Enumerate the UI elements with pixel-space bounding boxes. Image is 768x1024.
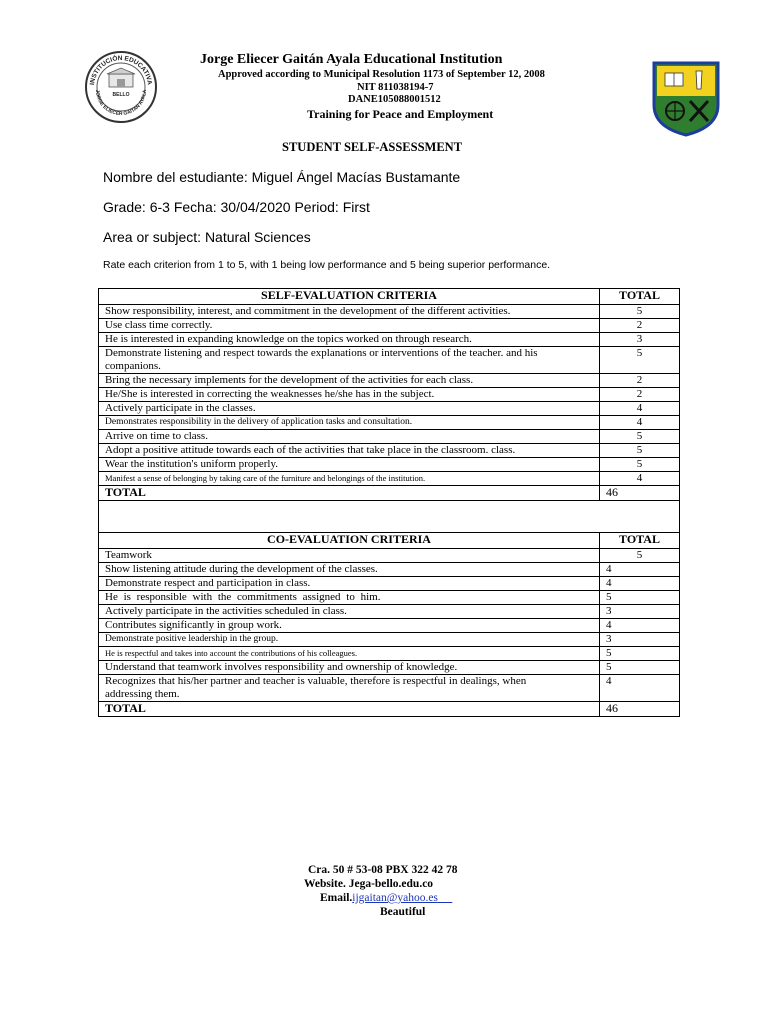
co-eval-total-label: TOTAL	[99, 702, 600, 717]
criterion-cell: Demonstrate listening and respect towards the explanations or interventions of the teacher. and his companions.	[99, 347, 600, 374]
criterion-cell: Actively participate in the classes.	[99, 402, 600, 416]
footer-address: Cra. 50 # 53-08 PBX 322 42 78	[308, 864, 458, 876]
criterion-cell: Contributes significantly in group work.	[99, 619, 600, 633]
score-cell: 4	[600, 675, 680, 702]
criterion-cell: Teamwork	[99, 549, 600, 563]
co-eval-header: CO-EVALUATION CRITERIA	[99, 533, 600, 549]
school-crest-icon	[652, 61, 720, 137]
criterion-cell: Bring the necessary implements for the development of the activities for each class.	[99, 374, 600, 388]
table-row	[99, 444, 680, 458]
spacer-row	[99, 501, 680, 533]
criterion-cell: Show responsibility, interest, and commitment in the development of the different activities.	[99, 305, 600, 319]
score-cell: 4	[600, 619, 680, 633]
table-row	[99, 605, 680, 619]
self-eval-total-header: TOTAL	[600, 289, 680, 305]
score-cell: 4	[600, 402, 680, 416]
self-eval-total-label: TOTAL	[99, 486, 600, 501]
table-row	[99, 388, 680, 402]
criterion-cell: He is responsible with the commitments assigned to him.	[99, 591, 600, 605]
student-name-line: Nombre del estudiante: Miguel Ángel Macías Bustamante	[103, 169, 461, 185]
nit-line: NIT 811038194-7	[357, 82, 434, 93]
approval-line: Approved according to Municipal Resolution 1173 of September 12, 2008	[218, 69, 545, 80]
motto: Training for Peace and Employment	[307, 107, 494, 121]
document-title: STUDENT SELF-ASSESSMENT	[282, 140, 463, 154]
score-cell: 5	[600, 458, 680, 472]
self-eval-total-value: 46	[600, 486, 680, 501]
table-row	[99, 647, 680, 661]
score-cell: 5	[600, 444, 680, 458]
score-cell: 5	[600, 549, 680, 563]
table-row	[99, 305, 680, 319]
score-cell: 5	[600, 591, 680, 605]
score-cell: 4	[600, 577, 680, 591]
criterion-cell: Manifest a sense of belonging by taking care of the furniture and belongings of the institution.	[99, 472, 600, 486]
seal-top-text: INSTITUCIÓN EDUCATIVA	[89, 54, 153, 86]
table-row	[99, 333, 680, 347]
score-cell: 2	[600, 374, 680, 388]
criterion-cell: Demonstrate respect and participation in class.	[99, 577, 600, 591]
score-cell: 5	[600, 305, 680, 319]
table-row	[99, 577, 680, 591]
table-row	[99, 430, 680, 444]
criterion-cell: He is respectful and takes into account the contributions of his colleagues.	[99, 647, 600, 661]
score-cell: 3	[600, 633, 680, 647]
table-row	[99, 591, 680, 605]
score-cell: 5	[600, 430, 680, 444]
table-row	[99, 619, 680, 633]
score-cell: 3	[600, 333, 680, 347]
subject-line: Area or subject: Natural Sciences	[103, 229, 311, 245]
table-row	[99, 374, 680, 388]
criterion-cell: Wear the institution's uniform properly.	[99, 458, 600, 472]
table-row	[99, 472, 680, 486]
table-row	[99, 563, 680, 577]
table-row	[99, 347, 680, 374]
criterion-cell: Use class time correctly.	[99, 319, 600, 333]
table-row	[99, 549, 680, 563]
co-eval-total-value: 46	[600, 702, 680, 717]
score-cell: 4	[600, 563, 680, 577]
co-eval-total-row	[99, 702, 680, 717]
table-row	[99, 675, 680, 702]
score-cell: 4	[600, 416, 680, 430]
footer-website: Website. Jega-bello.edu.co	[304, 878, 434, 890]
email-underline-pad	[438, 892, 452, 904]
table-row	[99, 402, 680, 416]
dane-line: DANE105088001512	[348, 94, 441, 105]
self-eval-header: SELF-EVALUATION CRITERIA	[99, 289, 600, 305]
institution-name: Jorge Eliecer Gaitán Ayala Educational Institution	[200, 52, 503, 67]
criterion-cell: He/She is interested in correcting the weaknesses he/she has in the subject.	[99, 388, 600, 402]
criterion-cell: Recognizes that his/her partner and teacher is valuable, therefore is respectful in dealings, when addressing them.	[99, 675, 600, 702]
footer-town: Beautiful	[380, 906, 426, 918]
self-eval-header-row	[99, 289, 680, 305]
table-row	[99, 319, 680, 333]
seal-bottom-text: JORGE ELIECER GAITAN AYALA	[93, 89, 149, 118]
score-cell: 5	[600, 661, 680, 675]
self-eval-total-row	[99, 486, 680, 501]
criterion-cell: Demonstrate positive leadership in the group.	[99, 633, 600, 647]
score-cell: 3	[600, 605, 680, 619]
table-row	[99, 633, 680, 647]
criterion-cell: Demonstrates responsibility in the delivery of application tasks and consultation.	[99, 416, 600, 430]
score-cell: 5	[600, 647, 680, 661]
table-row	[99, 458, 680, 472]
criterion-cell: He is interested in expanding knowledge on the topics worked on through research.	[99, 333, 600, 347]
evaluation-table	[98, 288, 680, 717]
criterion-cell: Arrive on time to class.	[99, 430, 600, 444]
footer-email-line	[320, 892, 452, 904]
table-row	[99, 661, 680, 675]
school-seal-icon	[84, 50, 158, 124]
grade-date-line: Grade: 6-3 Fecha: 30/04/2020 Period: First	[103, 199, 370, 215]
co-eval-total-header: TOTAL	[600, 533, 680, 549]
seal-town-text: BELLO	[112, 92, 130, 98]
instructions: Rate each criterion from 1 to 5, with 1 being low performance and 5 being superior performance.	[103, 259, 551, 271]
score-cell: 2	[600, 319, 680, 333]
email-link[interactable]: ijgaitan@yahoo.es	[352, 892, 438, 904]
table-row	[99, 416, 680, 430]
criterion-cell: Show listening attitude during the development of the classes.	[99, 563, 600, 577]
score-cell: 5	[600, 347, 680, 374]
co-eval-header-row	[99, 533, 680, 549]
criterion-cell: Adopt a positive attitude towards each of the activities that take place in the classroom. class.	[99, 444, 600, 458]
email-label: Email.	[320, 892, 353, 904]
score-cell: 2	[600, 388, 680, 402]
criterion-cell: Understand that teamwork involves responsibility and ownership of knowledge.	[99, 661, 600, 675]
score-cell: 4	[600, 472, 680, 486]
spacer-cell	[99, 501, 680, 533]
criterion-cell: Actively participate in the activities scheduled in class.	[99, 605, 600, 619]
